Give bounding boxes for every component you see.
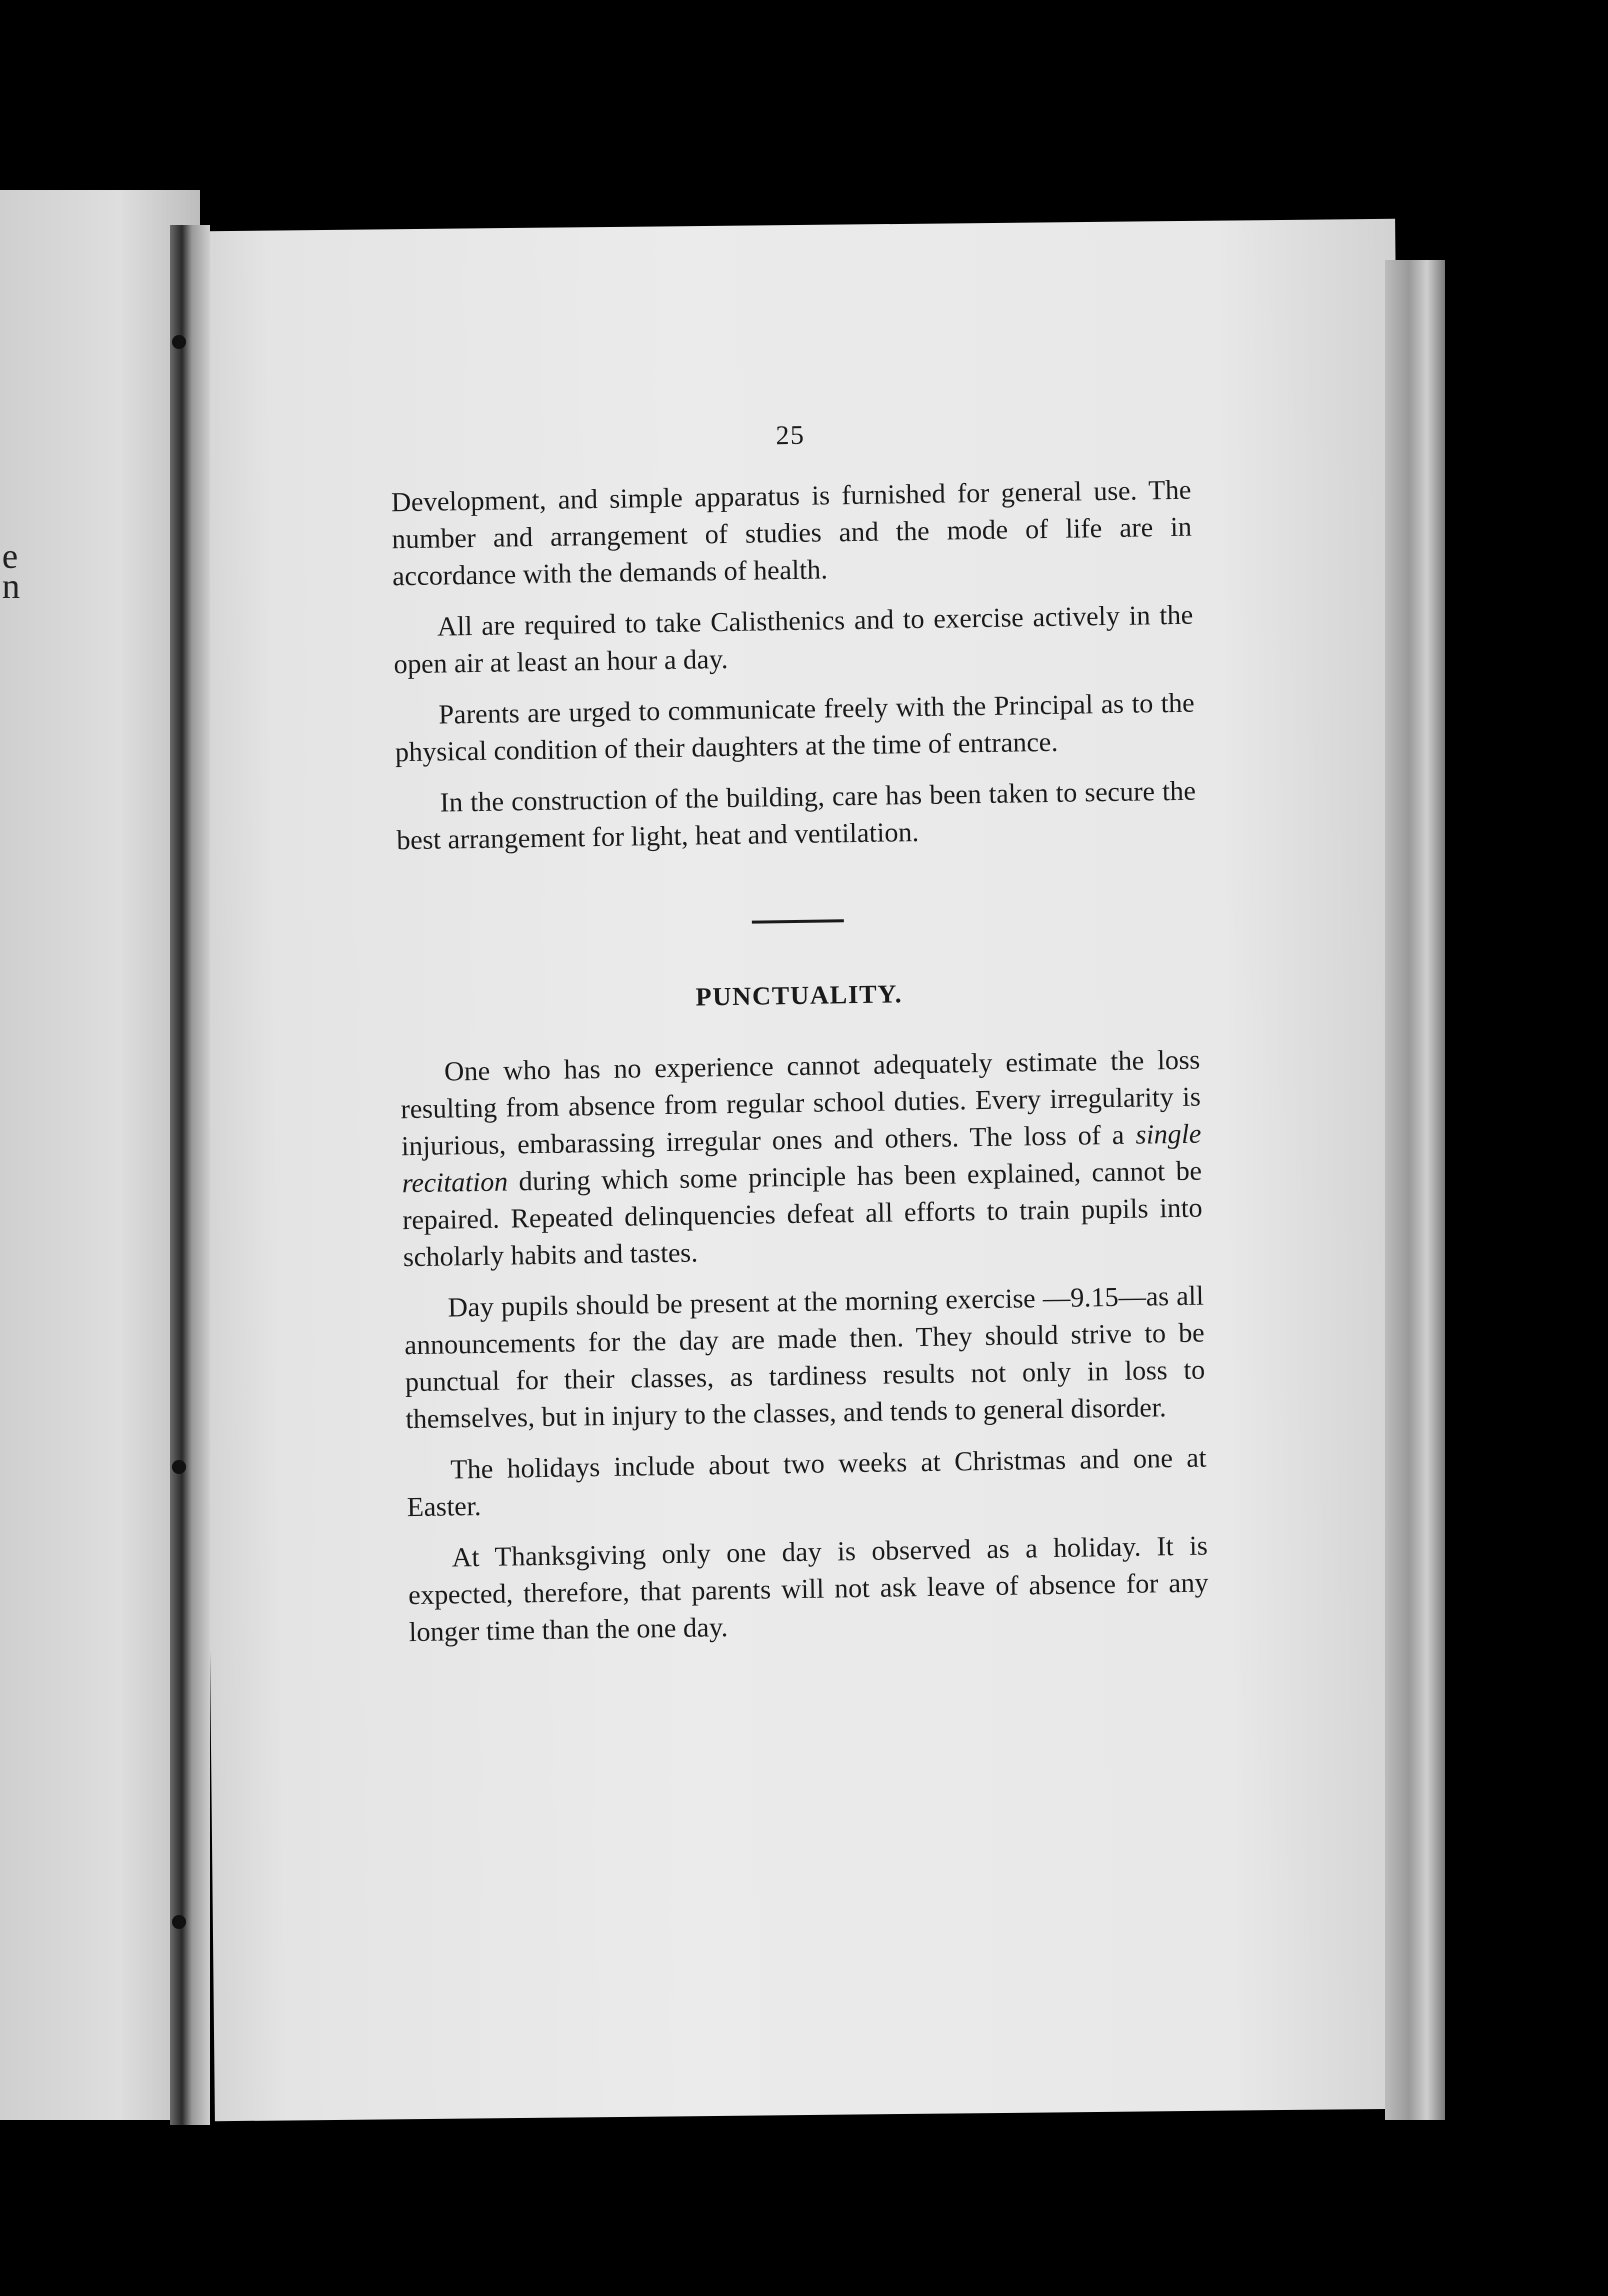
left-page-letter: e xyxy=(2,536,18,576)
binding-stitch xyxy=(172,335,186,349)
binding-stitch xyxy=(172,1915,186,1929)
page-edge xyxy=(1385,260,1445,2120)
left-page-letter: n xyxy=(2,566,20,606)
italic-text: single recitation xyxy=(401,1117,1202,1199)
binding-stitch xyxy=(172,1460,186,1474)
paragraph: Day pupils should be present at the morning exercise —9.15—as all announcements for the day are made then. They should strive to be punctual for their classes, as tardiness results not only in loss to themselves, but in injury to the classes, and tends to general disorder. xyxy=(404,1279,1206,1435)
text-run: during which some principle has been explained, cannot be repaired. Repeated delinquencies defeat all efforts to train pupils into scholarly habits and tastes. xyxy=(402,1154,1203,1273)
page-content xyxy=(390,414,1209,1664)
paragraph: In the construction of the building, care has been taken to secure the best arrangement for light, heat and ventilation. xyxy=(396,774,1197,856)
paragraph: The holidays include about two weeks at Christmas and one at Easter. xyxy=(406,1441,1207,1523)
paragraph: Parents are urged to communicate freely with the Principal as to the physical condition of their daughters at the time of entrance. xyxy=(394,686,1195,768)
binding-gutter xyxy=(170,225,210,2125)
section-heading: PUNCTUALITY. xyxy=(695,979,903,1012)
section-divider xyxy=(752,919,844,923)
paragraph xyxy=(400,1041,1203,1276)
paragraph: Development, and simple apparatus is furnished for general use. The number and arrangement of studies and the mode of life are in accordance with the demands of health. xyxy=(390,473,1192,592)
text-run: One who has no experience cannot adequately estimate the loss resulting from absence from regular school duties. Every irregularity is injurious, embarassing irregular ones and others. The loss of a xyxy=(400,1043,1201,1162)
paragraph: All are required to take Calisthenics and to exercise actively in the open air at least an hour a day. xyxy=(393,598,1194,680)
page-number: 25 xyxy=(775,419,805,451)
paragraph: At Thanksgiving only one day is observed as a holiday. It is expected, therefore, that parents will not ask leave of absence for any longer time than the one day. xyxy=(408,1529,1209,1648)
